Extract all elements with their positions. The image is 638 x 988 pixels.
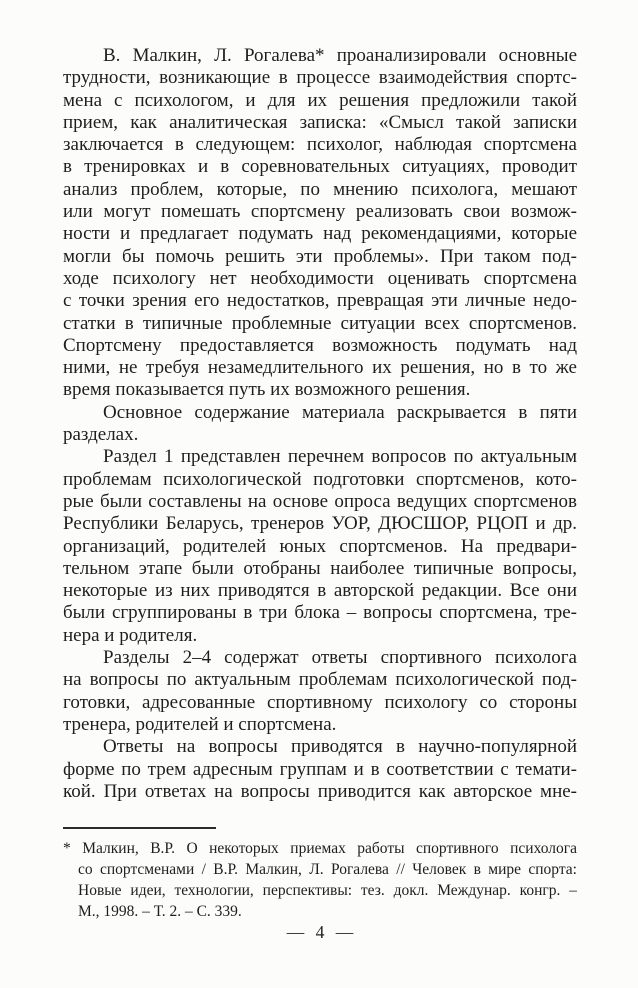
text-line: Разделы 2–4 содержат ответы спортивного психолога: [103, 647, 577, 669]
footnote-line: М., 1998. – Т. 2. – С. 339.: [78, 903, 242, 920]
text-line: или могут помешать спортсмену реализовать свои возмож-: [63, 201, 577, 223]
text-line: ходе психологу нет необходимости оценивать спортсмена: [63, 267, 577, 289]
page-number: — 4 —: [286, 922, 354, 942]
footnote-line: Новые идеи, технологии, перспективы: тез. докл. Междунар. конгр. –: [78, 882, 577, 899]
text-line: разделах.: [63, 424, 139, 446]
text-line: могли бы помочь решить эти проблемы». При таком под-: [63, 245, 577, 267]
text-line: в тренировках и в соревновательных ситуациях, проводит: [63, 156, 577, 178]
body-text: [63, 45, 577, 803]
text-line: В. Малкин, Л. Рогалева* проанализировали основные: [103, 45, 577, 66]
text-line: нера и родителя.: [63, 624, 198, 646]
text-line: Республики Беларусь, тренеров УОР, ДЮСШОР, РЦОП и др.: [63, 513, 577, 535]
text-line: рые были составлены на основе опроса ведущих спортсменов: [63, 490, 577, 512]
footnote: [63, 838, 577, 922]
text-line: готовки, адресованные спортивному психологу со стороны: [63, 691, 577, 713]
text-line: время показывается путь их возможного решения.: [63, 379, 471, 401]
paragraph: [63, 736, 577, 803]
text-line: тренера, родителей и спортсмена.: [63, 713, 337, 735]
text-line: заключается в следующем: психолог, наблюдая спортсмена: [63, 134, 577, 156]
paragraph: [63, 647, 577, 736]
text-line: были сгруппированы в три блока – вопросы спортсмена, тре-: [63, 602, 577, 624]
text-line: на вопросы по актуальным проблемам психологической под-: [63, 669, 577, 691]
text-line: Ответы на вопросы приводятся в научно-популярной: [103, 736, 577, 758]
text-line: организаций, родителей юных спортсменов. На предвари-: [63, 535, 577, 557]
paragraph: [63, 45, 577, 402]
text-line: ности и предлагает подумать над рекомендациями, которые: [63, 223, 577, 245]
footnote-line: * Малкин, В.Р. О некоторых приемах работы спортивного психолога: [63, 840, 577, 857]
text-line: с точки зрения его недостатков, превращая эти личные недо-: [63, 290, 577, 312]
footnote-divider: [63, 827, 216, 829]
text-line: статки в типичные проблемные ситуации всех спортсменов.: [63, 312, 577, 334]
text-line: форме по трем адресным группам и в соответствии с темати-: [63, 758, 577, 780]
text-line: анализ проблем, которые, по мнению психолога, мешают: [63, 178, 577, 200]
text-line: Основное содержание материала раскрывается в пяти: [103, 401, 577, 423]
text-line: прием, как аналитическая записка: «Смысл такой записки: [63, 111, 577, 133]
text-line: кой. При ответах на вопросы приводится как авторское мне-: [63, 780, 577, 802]
text-line: Спортсмену предоставляется возможность подумать над: [63, 334, 577, 356]
paragraph: [63, 402, 577, 447]
footnote-line: со спортсменами / В.Р. Малкин, Л. Рогалева // Человек в мире спорта:: [78, 861, 577, 878]
text-line: ними, не требуя незамедлительного их решения, но в то же: [63, 357, 577, 379]
text-line: некоторые из них приводятся в авторской редакции. Все они: [63, 580, 577, 602]
text-line: тельном этапе были отобраны наиболее типичные вопросы,: [63, 557, 577, 579]
text-line: проблемам психологической подготовки спортсменов, кото-: [63, 468, 577, 490]
text-line: мена с психологом, и для их решения предложили такой: [63, 89, 577, 111]
paragraph: [63, 446, 577, 647]
text-line: трудности, возникающие в процессе взаимодействия спортс-: [63, 67, 577, 89]
text-line: Раздел 1 представлен перечнем вопросов по актуальным: [103, 446, 577, 468]
